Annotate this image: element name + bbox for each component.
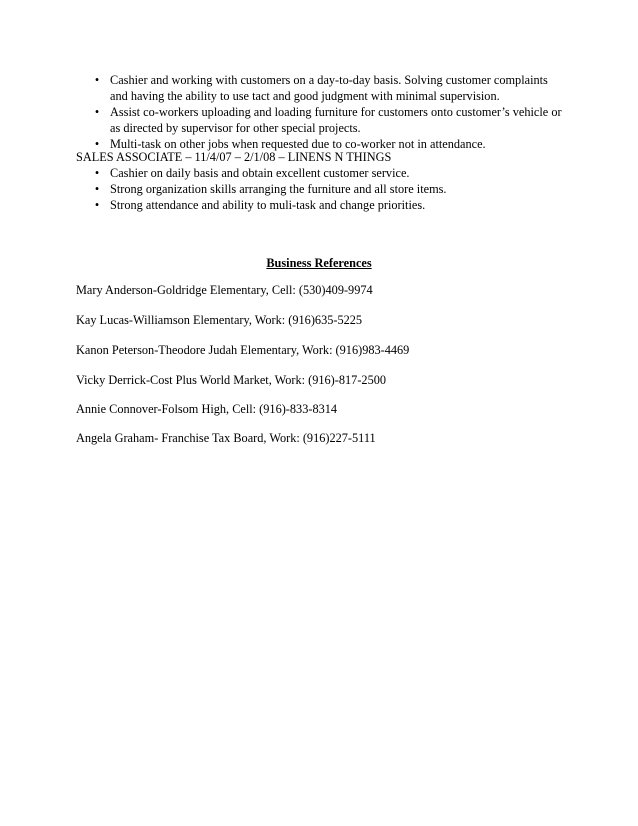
bullet-icon: • bbox=[94, 105, 100, 119]
list-item-text: Multi-task on other jobs when requested due to co-worker not in attendance. bbox=[110, 137, 486, 151]
references-heading: Business References bbox=[266, 256, 372, 270]
bullet-icon: • bbox=[94, 198, 100, 212]
job-title: SALES ASSOCIATE – 11/4/07 – 2/1/08 – LINENS N THINGS bbox=[76, 150, 392, 164]
list-item bbox=[0, 181, 638, 197]
list-item bbox=[0, 72, 638, 104]
bullet-icon: • bbox=[94, 73, 100, 87]
list-item-text: Strong organization skills arranging the furniture and all store items. bbox=[110, 182, 447, 196]
list-item-text: Strong attendance and ability to muli-task and change priorities. bbox=[110, 198, 426, 212]
list-item bbox=[0, 197, 638, 213]
bullet-icon: • bbox=[94, 166, 100, 180]
reference-item: Vicky Derrick-Cost Plus World Market, Work: (916)-817-2500 bbox=[76, 373, 387, 387]
list-item bbox=[0, 104, 638, 136]
list-item-text: Cashier on daily basis and obtain excellent customer service. bbox=[110, 166, 410, 180]
reference-item: Annie Connover-Folsom High, Cell: (916)-833-8314 bbox=[76, 402, 338, 416]
reference-item: Kanon Peterson-Theodore Judah Elementary, Work: (916)983-4469 bbox=[76, 343, 410, 357]
reference-item: Angela Graham- Franchise Tax Board, Work: (916)227-5111 bbox=[76, 431, 376, 445]
bullet-icon: • bbox=[94, 137, 100, 151]
list-item-text: Cashier and working with customers on a day-to-day basis. Solving customer complaints and having the ability to use tact and good judgment with minimal supervision. bbox=[110, 73, 548, 103]
reference-item: Kay Lucas-Williamson Elementary, Work: (916)635-5225 bbox=[76, 313, 363, 327]
job-duties-list bbox=[0, 165, 638, 213]
bullet-icon: • bbox=[94, 182, 100, 196]
list-item-text: Assist co-workers uploading and loading furniture for customers onto customer’s vehicle or as directed by supervisor for other special projects. bbox=[110, 105, 562, 135]
duties-list bbox=[0, 72, 638, 152]
list-item bbox=[0, 165, 638, 181]
reference-item: Mary Anderson-Goldridge Elementary, Cell: (530)409-9974 bbox=[76, 283, 373, 297]
